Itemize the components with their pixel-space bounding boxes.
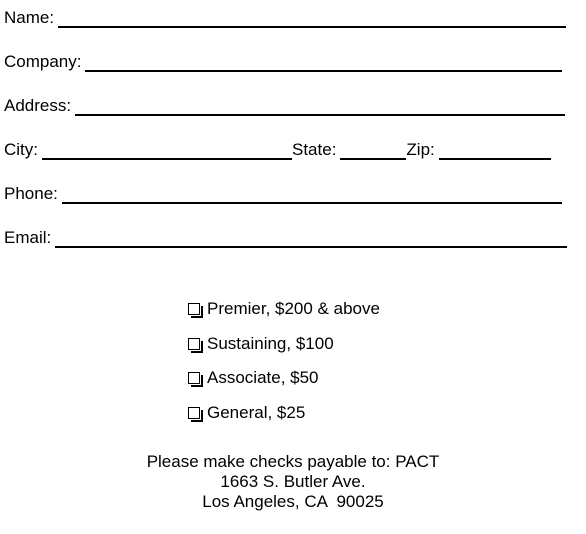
zip-field[interactable] <box>439 141 551 160</box>
zip-label: Zip: <box>406 140 435 159</box>
option-label: Premier, $200 & above <box>207 299 380 319</box>
state-field[interactable] <box>340 141 406 160</box>
state-label: State: <box>292 140 337 159</box>
email-row <box>4 226 567 248</box>
city-state-zip-row <box>4 138 551 160</box>
address-label: Address: <box>4 96 72 115</box>
checkbox-icon[interactable] <box>188 407 200 419</box>
option-associate[interactable] <box>188 361 380 396</box>
company-field[interactable] <box>85 53 562 72</box>
name-row <box>4 6 566 28</box>
address-field[interactable] <box>75 97 565 116</box>
option-label: Associate, $50 <box>207 368 319 388</box>
option-label: Sustaining, $100 <box>207 333 334 353</box>
name-label: Name: <box>4 8 55 27</box>
city-label: City: <box>4 140 38 159</box>
option-label: General, $25 <box>207 402 306 422</box>
company-label: Company: <box>4 52 82 71</box>
option-general[interactable] <box>188 396 380 431</box>
city-field[interactable] <box>42 141 292 160</box>
checkbox-icon[interactable] <box>188 338 200 350</box>
phone-row <box>4 182 562 204</box>
email-field[interactable] <box>55 229 567 248</box>
option-premier[interactable] <box>188 292 380 327</box>
option-sustaining[interactable] <box>188 327 380 362</box>
phone-field[interactable] <box>62 185 562 204</box>
street-address: 1663 S. Butler Ave. <box>220 472 366 491</box>
checkbox-icon[interactable] <box>188 372 200 384</box>
phone-label: Phone: <box>4 184 58 203</box>
city-state-zip: Los Angeles, CA 90025 <box>202 492 384 511</box>
payable-to-text: Please make checks payable to: PACT <box>146 452 440 471</box>
payment-instructions <box>0 452 586 512</box>
name-field[interactable] <box>58 9 566 28</box>
company-row <box>4 50 562 72</box>
email-label: Email: <box>4 228 52 247</box>
checkbox-icon[interactable] <box>188 303 200 315</box>
membership-options <box>188 292 380 430</box>
address-row <box>4 94 565 116</box>
